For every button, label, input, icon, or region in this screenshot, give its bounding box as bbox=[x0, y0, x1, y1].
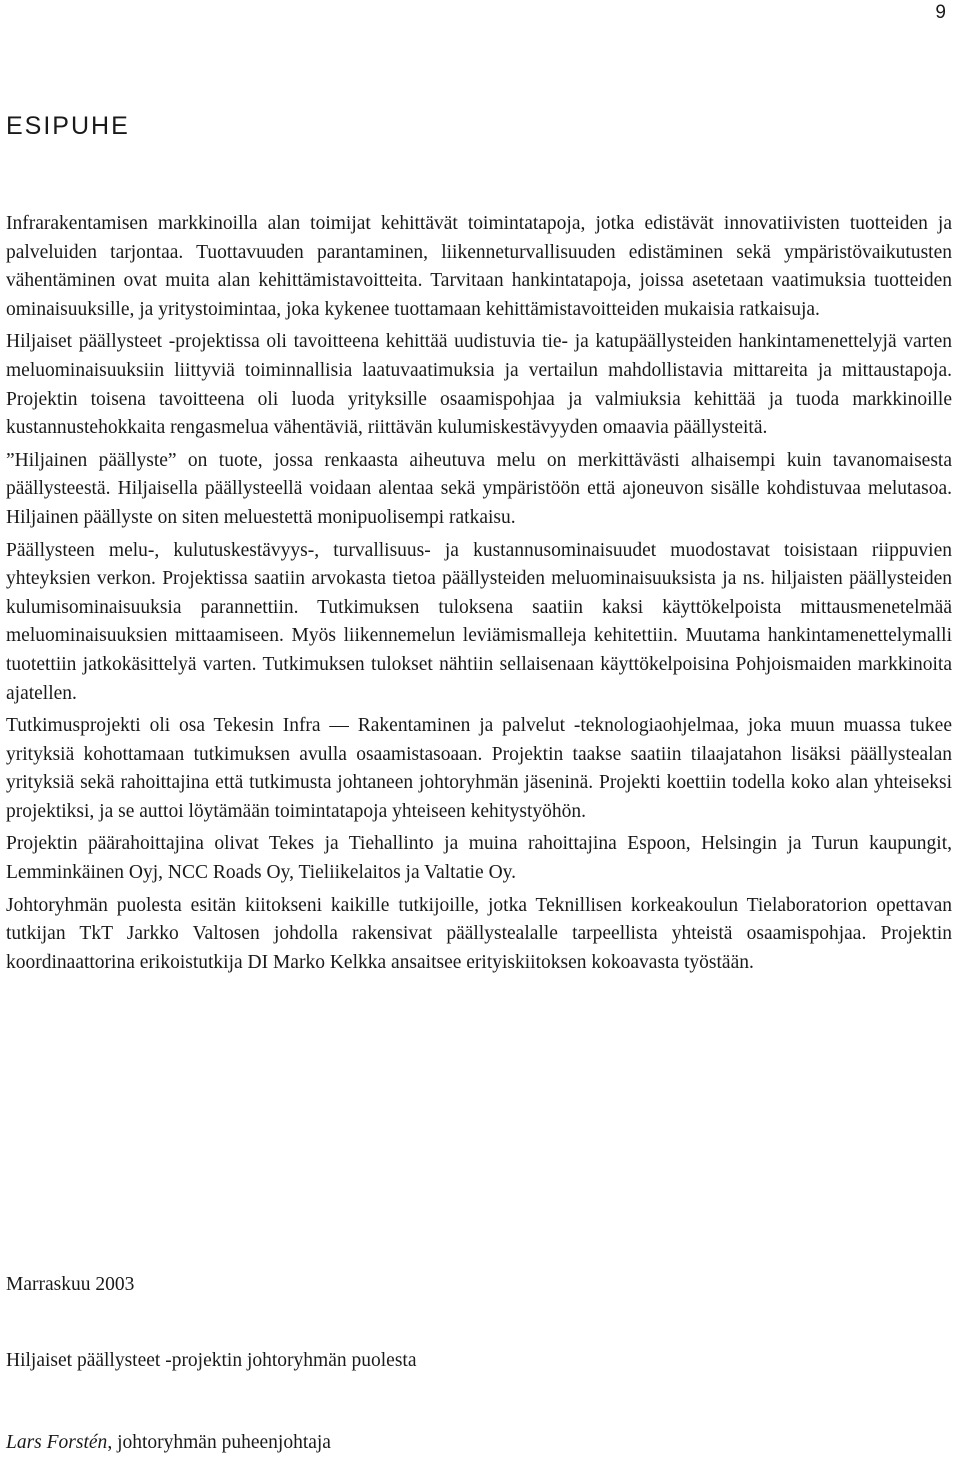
paragraph: ”Hiljainen päällyste” on tuote, jossa renkaasta aiheutuva melu on merkittävästi alhaisempi kuin tavanomaisesta päällysteestä. Hiljaisella päällysteellä voidaan alentaa sekä ympäristöön että ajoneuvon sisälle kohdistuvaa melutasoa. Hiljainen päällyste on siten meluestettä monipuolisempi ratkaisu. bbox=[6, 449, 952, 528]
page-number: 9 bbox=[935, 2, 946, 23]
date-line: Marraskuu 2003 bbox=[6, 1274, 135, 1295]
body-text bbox=[6, 210, 952, 981]
paragraph: Tutkimusprojekti oli osa Tekesin Infra — Rakentaminen ja palvelut -teknologiaohjelmaa, joka muun muassa tukee yrityksiä kohottamaan tutkimuksen avulla osaamistasoaan. Projektin taakse saatiin tilaajatahon lisäksi päällystealan yrityksiä sekä rahoittajina että tutkimusta johtaneen johtoryhmän jäseninä. Projekti koettiin todella koko alan yhteiseksi projektiksi, ja se auttoi löytämään toimintatapoja yhteiseen kehitystyöhön. bbox=[6, 715, 952, 822]
signer-name: Lars Forstén bbox=[6, 1432, 108, 1453]
paragraph: Hiljaiset päällysteet -projektissa oli tavoitteena kehittää uudistuvia tie- ja katupäällysteiden hankintamenettelyjä varten meluominaisuuksiin liittyviä toiminnallisia laatuvaatimuksia ja vertailun mahdollistavia mittareita ja mittaustapoja. Projektin toisena tavoitteena oli luoda yrityksille osaamispohjaa ja valmiuksia kehittää ja tuoda markkinoille kustannustehokkaita rengasmelua vähentäviä, riittävän kulumiskestävyyden omaavia päällysteitä. bbox=[6, 331, 952, 439]
paragraph: Johtoryhmän puolesta esitän kiitokseni kaikille tutkijoille, jotka Teknillisen korkeakoulun Tielaboratorion opettavan tutkijan TkT Jarkko Valtosen johdolla rakensivat päällystealalle tarpeellista yhteistä osaamispohjaa. Projektin koordinaattorina erikoistutkija DI Marko Kelkka ansaitsee erityiskiitoksen kokoavasta työstään. bbox=[6, 894, 952, 973]
paragraph: Infrarakentamisen markkinoilla alan toimijat kehittävät toimintatapoja, jotka edistävät innovatiivisten tuotteiden ja palveluiden tarjontaa. Tuottavuuden parantaminen, liikenneturvallisuuden edistäminen sekä ympäristövaikutusten vähentäminen ovat muita alan kehittämistavoitteita. Tarvitaan hankintatapoja, joissa asetetaan vaatimuksia tuotteiden ominaisuuksille, ja yritystoimintaa, joka kykenee tuottamaan kehittämistavoitteiden mukaisia ratkaisuja. bbox=[6, 213, 952, 320]
signer-role: , johtoryhmän puheenjohtaja bbox=[107, 1432, 331, 1453]
signature-line bbox=[6, 1429, 331, 1457]
group-line: Hiljaiset päällysteet -projektin johtoryhmän puolesta bbox=[6, 1350, 417, 1371]
paragraph: Päällysteen melu-, kulutuskestävyys-, turvallisuus- ja kustannusominaisuudet muodostavat toisistaan riippuvien yhteyksien verkon. Projektissa saatiin arvokasta tietoa päällysteiden meluominaisuuksista ja ns. hiljaisten päällysteiden kulumisominaisuuksia parannettiin. Tutkimuksen tuloksena saatiin kaksi käyttökelpoista mittausmenetelmää meluominaisuuksien mittaamiseen. Myös liikennemelun leviämismalleja kehitettiin. Muutama hankintamenettelymalli tuotettiin jatkokäsittelyä varten. Tutkimuksen tulokset nähtiin sellaisenaan käyttökelpoisina Pohjoismaiden markkinoita ajatellen. bbox=[6, 539, 952, 704]
paragraph: Projektin päärahoittajina olivat Tekes ja Tiehallinto ja muina rahoittajina Espoon, Helsingin ja Turun kaupungit, Lemminkäinen Oyj, NCC Roads Oy, Tieliikelaitos ja Valtatie Oy. bbox=[6, 833, 952, 884]
page-title: ESIPUHE bbox=[6, 112, 130, 140]
